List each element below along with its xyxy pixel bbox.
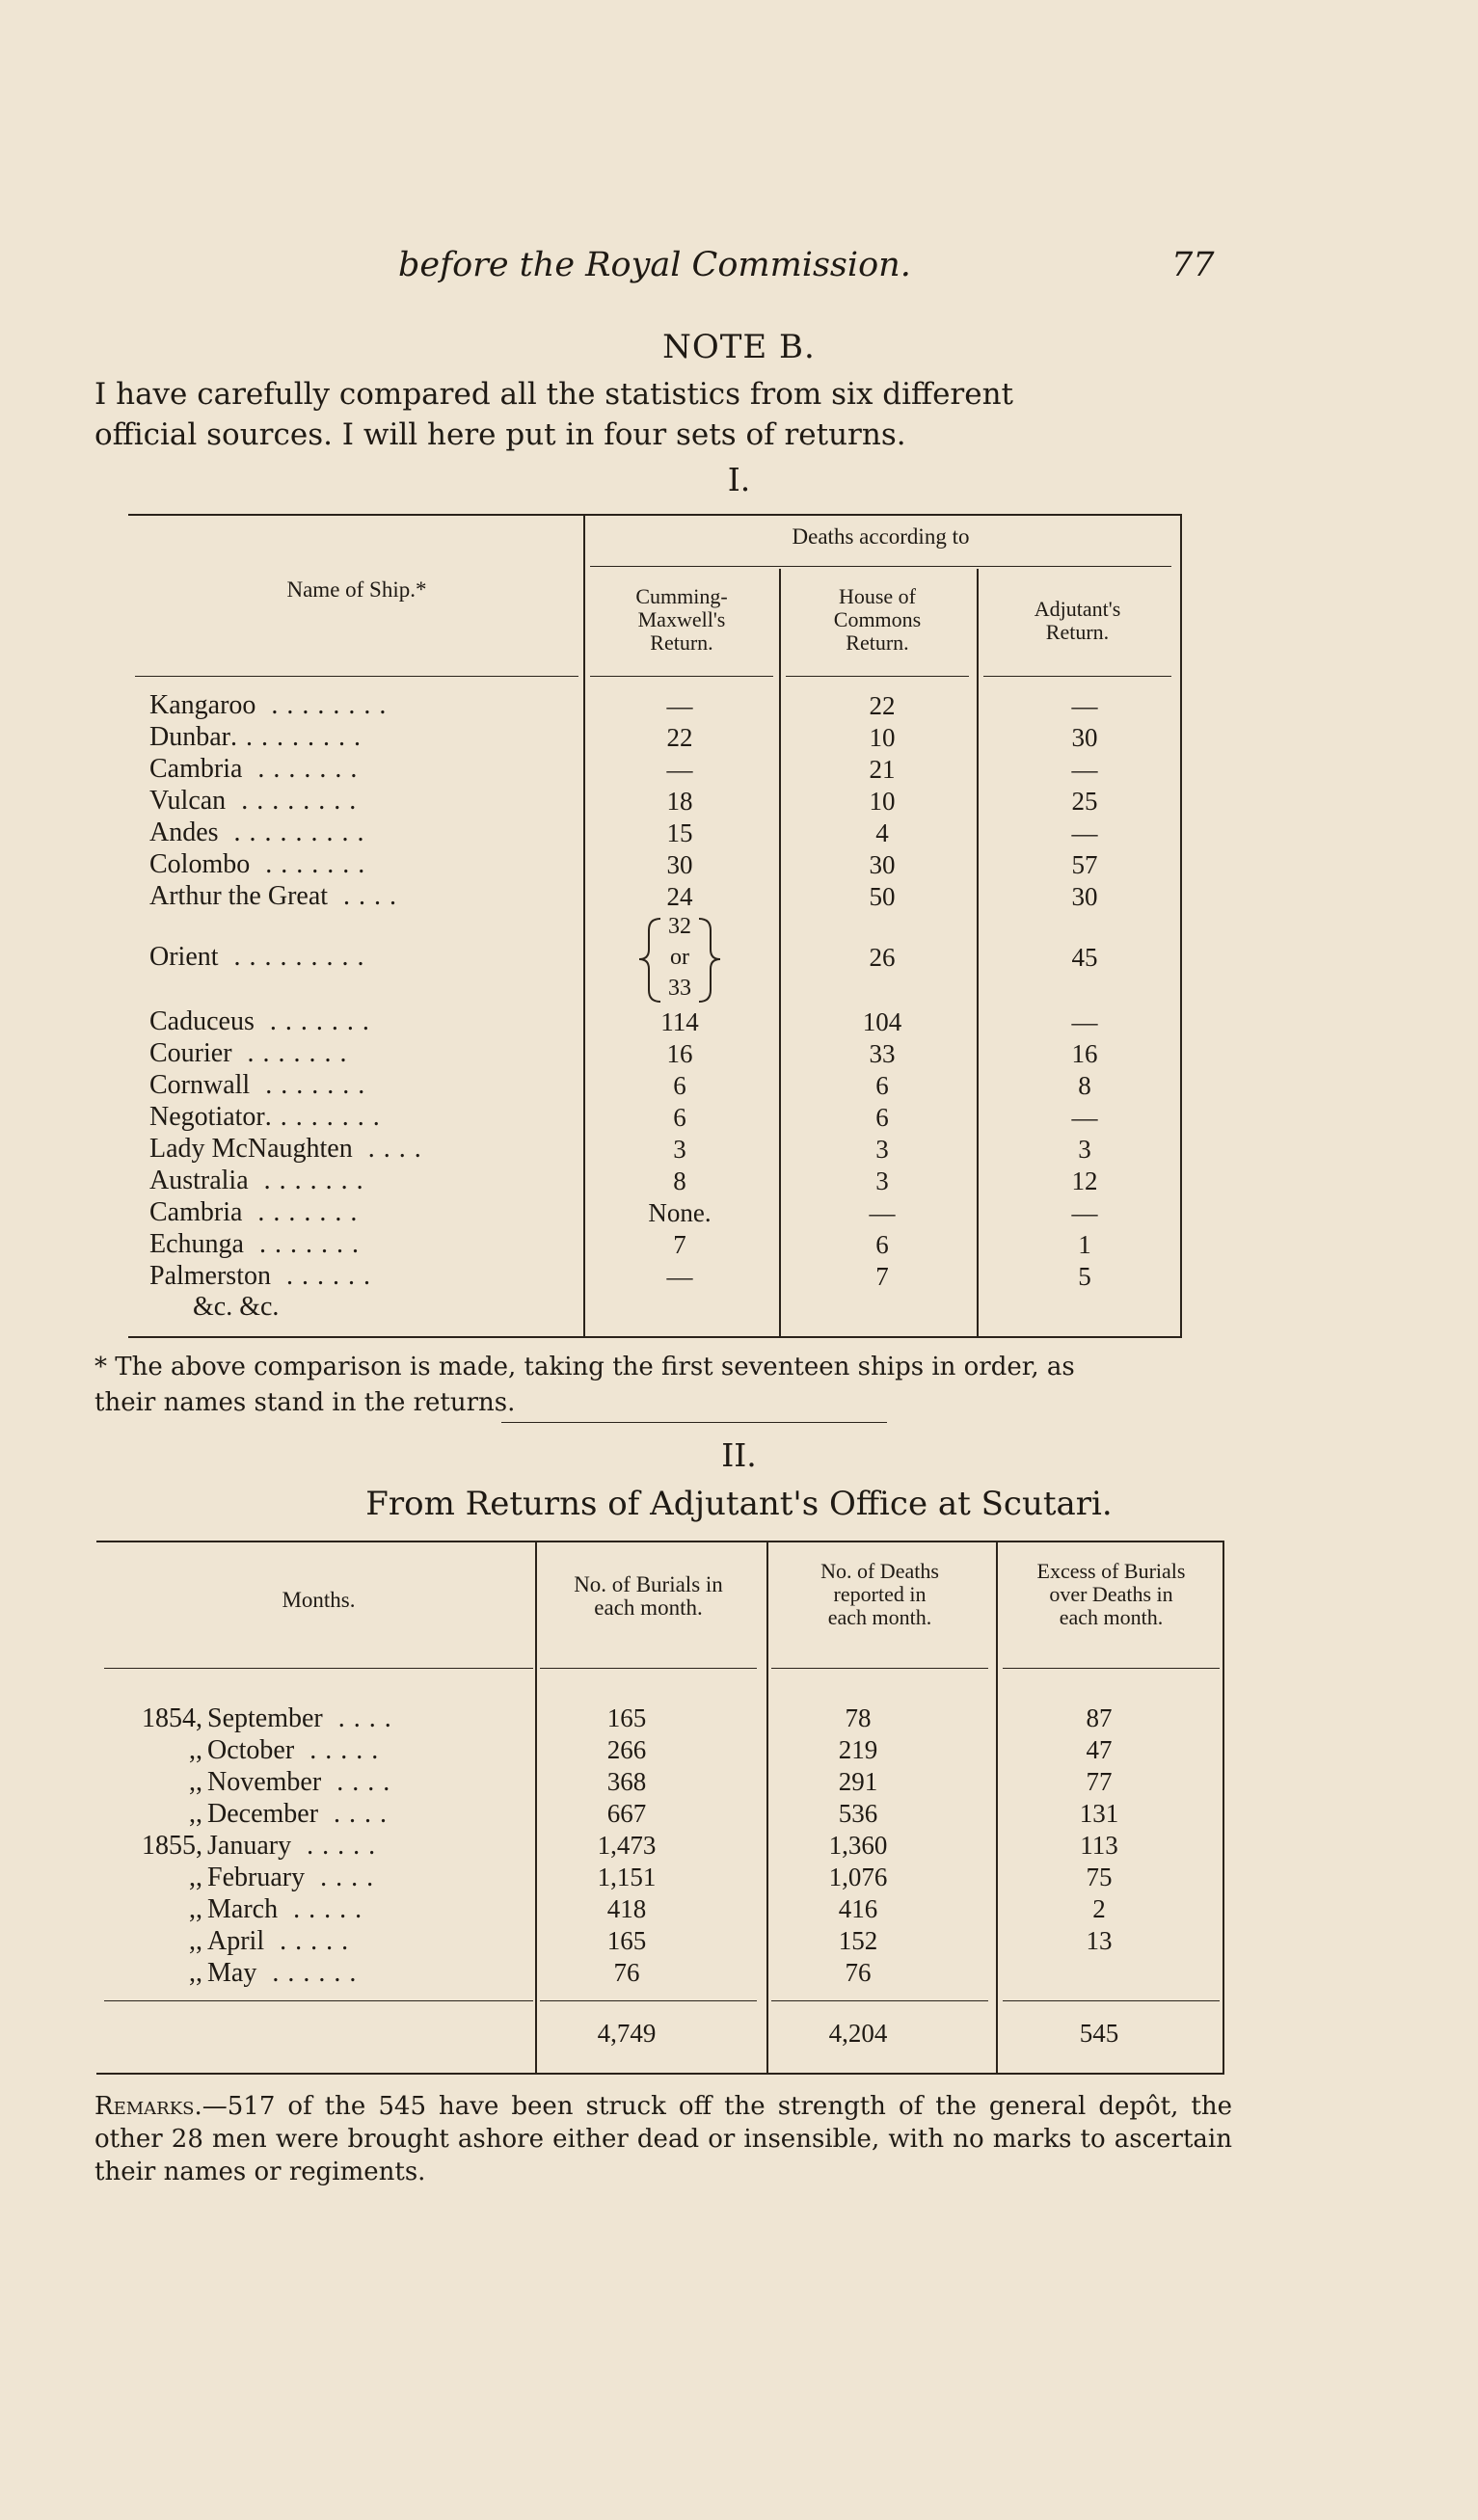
cell-excess: 2: [1092, 1894, 1106, 1923]
ship-name: Caduceus .......: [149, 1006, 378, 1036]
cell-excess: 113: [1080, 1831, 1118, 1860]
cell-adjutant: 8: [1078, 1071, 1091, 1100]
running-title: before the Royal Commission.: [398, 246, 911, 284]
etc-text: &c. &c.: [193, 1292, 280, 1322]
cell-cumming-maxwell: 8: [673, 1166, 686, 1195]
cell-excess: 13: [1086, 1926, 1113, 1955]
cell-adjutant: 5: [1078, 1262, 1091, 1291]
table-row: [106, 1830, 1224, 1862]
col-header-burials: [540, 1573, 757, 1620]
cell-adjutant: —: [1071, 1198, 1098, 1227]
cell-adjutant: 1: [1078, 1230, 1091, 1259]
cell-adjutant: —: [1071, 818, 1098, 847]
table-row: [149, 881, 1181, 912]
year-cell: ,,: [189, 1894, 202, 1924]
header-line: reported in: [833, 1582, 927, 1606]
table-rule: [590, 676, 773, 677]
ship-name: Lady McNaughten ....: [149, 1134, 430, 1164]
cell-adjutant: 3: [1078, 1135, 1091, 1164]
table-row: [149, 1197, 1181, 1228]
month-cell: December ....: [207, 1799, 396, 1829]
header-line: No. of Burials in: [574, 1572, 723, 1596]
total-burials: 4,749: [597, 2019, 657, 2048]
header-line: Return.: [650, 630, 713, 655]
table-row: [149, 1102, 1181, 1133]
header-line: Return.: [1045, 620, 1110, 644]
cell-house-of-commons: 10: [869, 787, 896, 816]
cell-house-of-commons: 3: [875, 1166, 889, 1195]
orient-value-b: 33: [668, 976, 691, 1001]
cell-burials: 266: [606, 1735, 647, 1764]
table-rule: [590, 566, 1171, 567]
cell-adjutant: 16: [1071, 1039, 1098, 1068]
table-rule: [104, 1668, 533, 1669]
header-line: No. of Deaths: [820, 1559, 939, 1583]
cell-adjutant: 30: [1071, 723, 1098, 752]
intro-paragraph: [94, 374, 1215, 455]
table-ii-title: From Returns of Adjutant's Office at Scutari.: [365, 1485, 1113, 1523]
cell-adjutant: 30: [1071, 882, 1098, 911]
table-rule: [135, 676, 578, 677]
cell-house-of-commons: 30: [869, 850, 896, 879]
cell-cumming-maxwell: 22: [666, 723, 693, 752]
table-rule: [104, 2000, 533, 2001]
col-header-house-of-commons: [786, 585, 969, 655]
section-divider: [501, 1422, 887, 1423]
table-rule: [1003, 2000, 1220, 2001]
cell-cumming-maxwell: 24: [666, 882, 693, 911]
table-rule: [771, 2000, 988, 2001]
table-row: [106, 1862, 1224, 1893]
total-deaths: 4,204: [828, 2019, 888, 2048]
header-line: Maxwell's: [637, 607, 726, 631]
cell-house-of-commons: 3: [875, 1135, 889, 1164]
month-cell: March .....: [207, 1894, 371, 1924]
cell-house-of-commons: 50: [869, 882, 896, 911]
cell-adjutant: —: [1071, 1103, 1098, 1132]
cell-house-of-commons: 6: [875, 1071, 889, 1100]
note-title: NOTE B.: [662, 328, 816, 366]
month-cell: October .....: [207, 1735, 388, 1765]
year-cell: ,,: [189, 1767, 202, 1797]
cell-house-of-commons: 10: [869, 723, 896, 752]
cell-adjutant: 45: [1071, 943, 1098, 972]
table-row: [106, 1798, 1224, 1830]
cell-cumming-maxwell: —: [666, 755, 693, 784]
ship-name: Cornwall .......: [149, 1070, 374, 1100]
page-number: 77: [1171, 246, 1215, 284]
year-cell: ,,: [189, 1799, 202, 1829]
cell-deaths: 152: [838, 1926, 878, 1955]
cell-deaths: 1,076: [828, 1863, 888, 1891]
cell-burials: 1,151: [597, 1863, 657, 1891]
cell-cumming-maxwell: 3: [673, 1135, 686, 1164]
cell-adjutant: —: [1071, 1007, 1098, 1036]
table-row: [149, 1261, 1181, 1292]
col-header-excess: [1003, 1560, 1220, 1629]
cell-house-of-commons: 4: [875, 818, 889, 847]
ship-name: Courier .......: [149, 1038, 356, 1068]
orient-braced-values: [583, 911, 776, 1007]
ship-name: Dunbar.........: [149, 722, 369, 752]
header-line: each month.: [594, 1595, 703, 1620]
table-row: [106, 1766, 1224, 1798]
cell-cumming-maxwell: 7: [673, 1230, 686, 1259]
cell-house-of-commons: 26: [869, 943, 896, 972]
cell-burials: 667: [606, 1799, 647, 1828]
table-row: [106, 1702, 1224, 1734]
header-line: each month.: [1059, 1605, 1164, 1629]
col-header-cumming-maxwell: [590, 585, 773, 655]
cell-house-of-commons: 6: [875, 1103, 889, 1132]
cell-adjutant: 25: [1071, 787, 1098, 816]
ship-name: Vulcan ........: [149, 786, 365, 816]
group-header: Deaths according to: [792, 524, 970, 549]
cell-adjutant: —: [1071, 755, 1098, 784]
header-line: Cumming-: [635, 584, 728, 608]
cell-deaths: 416: [838, 1894, 878, 1923]
table-rule: [128, 1336, 1182, 1338]
month-cell: April .....: [207, 1926, 358, 1956]
cell-cumming-maxwell: —: [666, 691, 693, 720]
month-cell: February ....: [207, 1863, 383, 1892]
table-rule: [786, 676, 969, 677]
cell-excess: 47: [1086, 1735, 1113, 1764]
year-cell: ,,: [189, 1735, 202, 1765]
cell-cumming-maxwell: 6: [673, 1071, 686, 1100]
section-heading-ii: II.: [721, 1436, 757, 1474]
section-heading-i: I.: [727, 461, 751, 498]
cell-cumming-maxwell: None.: [648, 1198, 712, 1227]
cell-adjutant: 12: [1071, 1166, 1098, 1195]
ship-name: Andes .........: [149, 818, 373, 847]
remarks-label: Remarks.: [94, 2092, 202, 2121]
cell-deaths: 1,360: [828, 1831, 888, 1860]
footnote-line: their names stand in the returns.: [94, 1388, 516, 1417]
table-row: [149, 1006, 1181, 1037]
cell-cumming-maxwell: 15: [666, 818, 693, 847]
year-cell: ,,: [189, 1863, 202, 1892]
cell-house-of-commons: 7: [875, 1262, 889, 1291]
cell-house-of-commons: 104: [862, 1007, 902, 1036]
col-header-adjutant: [983, 598, 1171, 644]
table-row: [149, 849, 1181, 880]
table-row: [149, 1229, 1181, 1260]
table-rule: [983, 676, 1171, 677]
table-row: [106, 1893, 1224, 1925]
cell-house-of-commons: —: [869, 1198, 896, 1227]
cell-house-of-commons: 21: [869, 755, 896, 784]
cell-cumming-maxwell: 6: [673, 1103, 686, 1132]
table-row: [149, 1166, 1181, 1196]
cell-burials: 418: [606, 1894, 647, 1923]
cell-excess: 77: [1086, 1767, 1113, 1796]
header-line: each month.: [827, 1605, 932, 1629]
header-line: House of: [838, 584, 917, 608]
year-cell: ,,: [189, 1958, 202, 1988]
total-excess: 545: [1079, 2019, 1119, 2048]
cell-deaths: 76: [845, 1958, 872, 1987]
cell-cumming-maxwell: 16: [666, 1039, 693, 1068]
orient-value-a: 32: [668, 914, 691, 939]
month-cell: November ....: [207, 1767, 399, 1797]
table-row: [149, 1038, 1181, 1069]
month-cell: September ....: [207, 1703, 400, 1733]
ship-name: Cambria .......: [149, 754, 366, 784]
table-row: [149, 722, 1181, 753]
cell-deaths: 536: [838, 1799, 878, 1828]
table-rule: [771, 1668, 988, 1669]
table-i-footnote: [94, 1350, 1227, 1421]
cell-cumming-maxwell: 114: [660, 1007, 699, 1036]
year-cell: 1855,: [142, 1831, 202, 1861]
col-header-deaths: [771, 1560, 988, 1629]
table-row: [149, 690, 1181, 721]
cell-burials: 165: [606, 1926, 647, 1955]
header-line: Adjutant's: [1034, 597, 1121, 621]
orient-value-or: or: [670, 945, 689, 970]
remarks-text: —517 of the 545 have been struck off the strength of the general depôt, the other 28 men were brought ashore either dead or insensible, with no marks to ascertain their names or regiments.: [94, 2092, 1232, 2186]
ship-name: Orient .........: [149, 942, 373, 972]
col-header-months: Months.: [282, 1588, 356, 1612]
table-row: [149, 1134, 1181, 1165]
ship-name: Palmerston ......: [149, 1261, 379, 1291]
month-cell: January .....: [207, 1831, 385, 1861]
remarks-paragraph: [94, 2090, 1232, 2188]
table-row: [149, 1070, 1181, 1101]
table-rule: [540, 1668, 757, 1669]
table-row: [106, 1734, 1224, 1766]
header-line: Excess of Burials: [1036, 1559, 1186, 1583]
ship-name: Arthur the Great ....: [149, 881, 406, 911]
cell-excess: 87: [1086, 1703, 1113, 1732]
intro-line: official sources. I will here put in four sets of returns.: [94, 417, 906, 452]
cell-cumming-maxwell: 18: [666, 787, 693, 816]
cell-house-of-commons: 6: [875, 1230, 889, 1259]
table-rule: [540, 2000, 757, 2001]
ship-name: Kangaroo ........: [149, 690, 395, 720]
cell-excess: 131: [1079, 1799, 1119, 1828]
table-row: [149, 786, 1181, 817]
table-rule: [1003, 1668, 1220, 1669]
month-cell: May ......: [207, 1958, 365, 1988]
cell-cumming-maxwell: 30: [666, 850, 693, 879]
table-row-etc: [193, 1292, 1224, 1323]
cell-house-of-commons: 33: [869, 1039, 896, 1068]
cell-deaths: 219: [838, 1735, 878, 1764]
cell-burials: 1,473: [597, 1831, 657, 1860]
cell-excess: 75: [1086, 1863, 1113, 1891]
ship-name: Colombo .......: [149, 849, 374, 879]
header-line: Return.: [846, 630, 909, 655]
header-line: Commons: [833, 607, 922, 631]
cell-burials: 165: [606, 1703, 647, 1732]
cell-burials: 76: [613, 1958, 640, 1987]
ship-name: Echunga .......: [149, 1229, 367, 1259]
table-rule: [128, 514, 1182, 516]
table-row-totals: [106, 2018, 1224, 2050]
table-row: [106, 1925, 1224, 1957]
cell-cumming-maxwell: —: [666, 1262, 693, 1291]
ship-name: Australia .......: [149, 1166, 372, 1195]
table-rule: [96, 1541, 1224, 1542]
ship-name: Negotiator........: [149, 1102, 389, 1132]
cell-adjutant: —: [1071, 691, 1098, 720]
cell-burials: 368: [606, 1767, 647, 1796]
cell-deaths: 78: [845, 1703, 872, 1732]
col-header-name: Name of Ship.*: [286, 577, 427, 602]
cell-house-of-commons: 22: [869, 691, 896, 720]
header-line: over Deaths in: [1049, 1582, 1173, 1606]
ship-name: Cambria .......: [149, 1197, 366, 1227]
table-row: [106, 1957, 1224, 1989]
year-cell: 1854,: [142, 1703, 202, 1733]
cell-adjutant: 57: [1071, 850, 1098, 879]
table-row: [149, 818, 1181, 848]
table-rule: [96, 2073, 1224, 2075]
intro-line: I have carefully compared all the statistics from six different: [94, 377, 1014, 412]
footnote-line: * The above comparison is made, taking the first seventeen ships in order, as: [94, 1353, 1075, 1381]
table-row: [149, 754, 1181, 785]
year-cell: ,,: [189, 1926, 202, 1956]
cell-deaths: 291: [838, 1767, 878, 1796]
